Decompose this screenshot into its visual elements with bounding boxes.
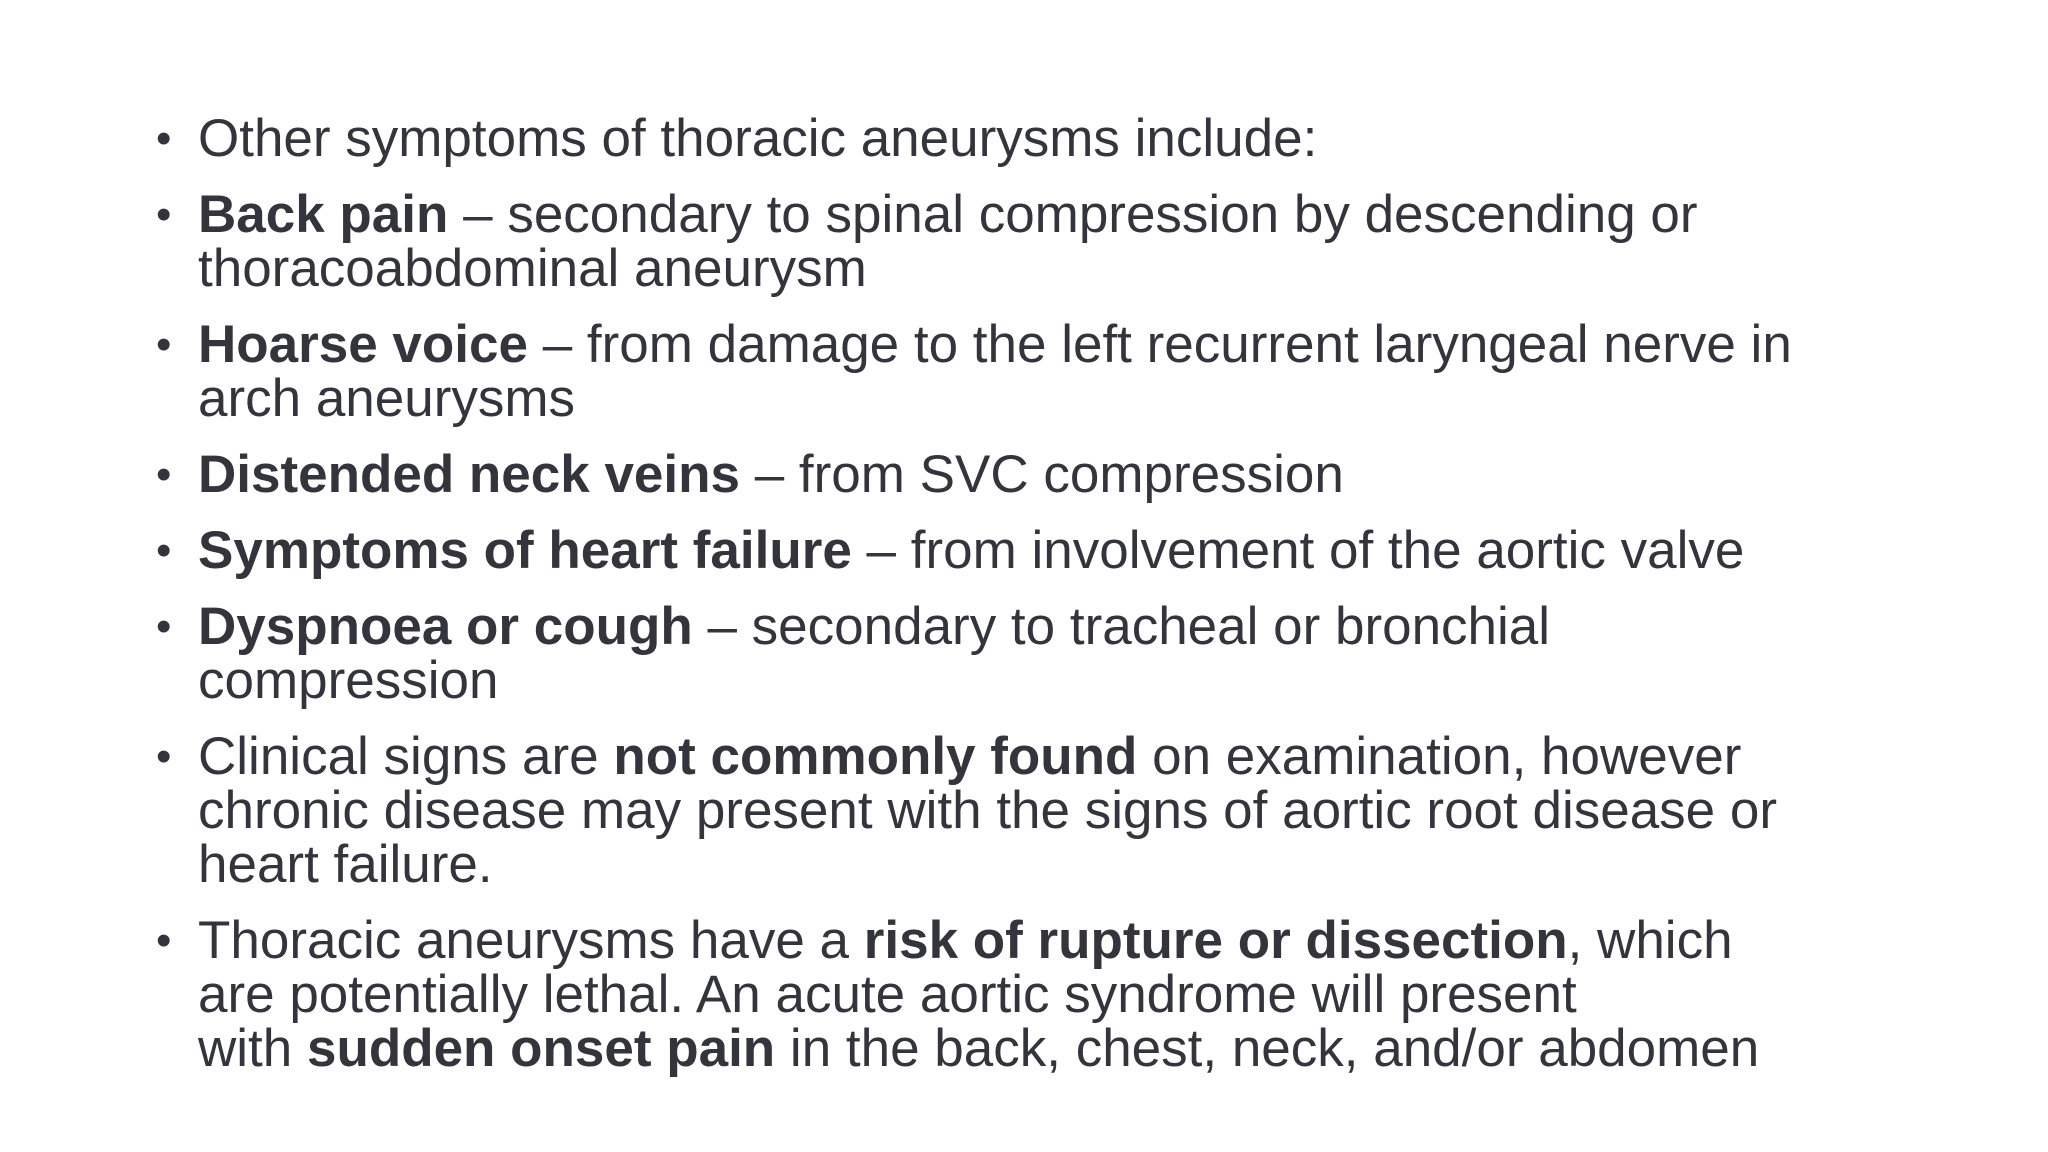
bullet-text: thoracoabdominal aneurysm [198, 239, 867, 298]
bullet-bold-term: risk of rupture or dissection [863, 911, 1568, 970]
bullet-text: are potentially lethal. An acute aortic syndrome will present [198, 965, 1577, 1024]
bullet-dot-icon: • [156, 450, 172, 499]
list-item [150, 727, 2010, 894]
bullet-text: on examination, however [1137, 727, 1742, 786]
bullet-bold-term: Distended neck veins [198, 445, 740, 504]
bullet-dot-icon: • [156, 526, 172, 575]
list-item [150, 521, 2010, 580]
bullet-text: – from involvement of the aortic valve [851, 521, 1745, 580]
bullet-text: heart failure. [198, 835, 493, 894]
bullet-bold-term: sudden onset pain [306, 1019, 776, 1078]
bullet-text: with [198, 1019, 307, 1078]
bullet-bold-term: not commonly found [613, 727, 1138, 786]
list-item [150, 911, 2010, 1078]
bullet-list [150, 109, 2010, 1098]
bullet-dot-icon: • [156, 190, 172, 239]
bullet-text: – secondary to spinal compression by descending or [448, 185, 1698, 244]
bullet-text: compression [198, 651, 499, 710]
bullet-text: , which [1567, 911, 1733, 970]
bullet-dot-icon: • [156, 732, 172, 781]
list-item [150, 445, 2010, 504]
bullet-text: – from SVC compression [739, 445, 1344, 504]
bullet-dot-icon: • [156, 602, 172, 651]
list-item [150, 185, 2010, 298]
bullet-bold-term: Hoarse voice [198, 315, 528, 374]
bullet-text: in the back, chest, neck, and/or abdomen [775, 1019, 1760, 1078]
list-item [150, 315, 2010, 428]
bullet-bold-term: Back pain [198, 185, 449, 244]
bullet-text: chronic disease may present with the signs of aortic root disease or [198, 781, 1778, 840]
list-item [150, 109, 2010, 168]
bullet-dot-icon: • [156, 114, 172, 163]
bullet-text: Thoracic aneurysms have a [198, 911, 864, 970]
bullet-text: Clinical signs are [198, 727, 614, 786]
bullet-text: Other symptoms of thoracic aneurysms include: [198, 109, 1318, 168]
bullet-dot-icon: • [156, 320, 172, 369]
list-item [150, 597, 2010, 710]
bullet-text: – from damage to the left recurrent laryngeal nerve in [527, 315, 1792, 374]
bullet-bold-term: Dyspnoea or cough [198, 597, 693, 656]
bullet-bold-term: Symptoms of heart failure [198, 521, 852, 580]
bullet-dot-icon: • [156, 916, 172, 965]
bullet-text: arch aneurysms [198, 369, 576, 428]
bullet-text: – secondary to tracheal or bronchial [692, 597, 1551, 656]
